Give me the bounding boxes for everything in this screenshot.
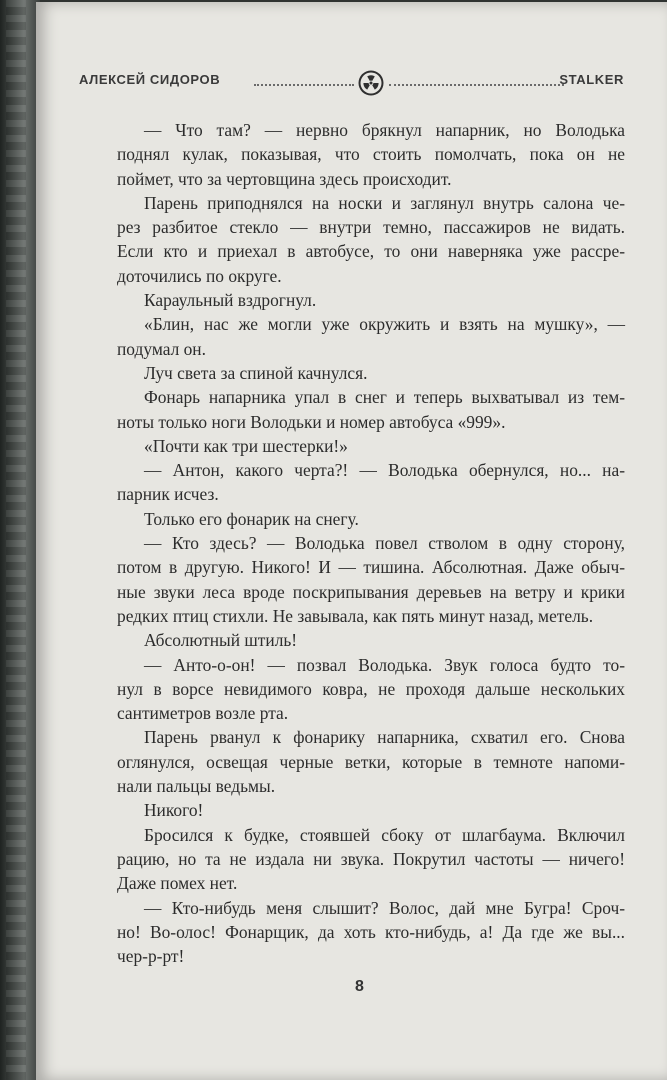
text-line: подумал он. [117,338,206,359]
text-line: редких птиц стихли. Не завывала, как пять минут назад, метель. [117,605,594,626]
text-line: — Антон, какого черта?! — Володька обернулся, но... на- [144,460,625,481]
text-line: нали пальцы ведьмы. [117,776,276,797]
spine-texture [6,0,26,1080]
text-line: парник исчез. [117,484,219,505]
text-line: поймет, что за чертовщина здесь происходит. [117,168,452,189]
text-line: сантиметров возле рта. [117,703,289,724]
text-line: Парень приподнялся на носки и заглянул внутрь салона че- [144,192,625,213]
header-series: STALKER [559,72,624,87]
text-line: рацию, но та не издала ни звука. Покрутил частоты — ничего! [117,848,625,869]
text-line: поднял кулак, показывая, что стоить помолчать, пока он не [117,144,625,165]
book-spine [0,0,40,1080]
text-line: Абсолютный штиль! [144,630,298,651]
text-line: Только его фонарик на снегу. [144,508,359,529]
header-dotted-rule-right [389,84,564,86]
text-line: Караульный вздрогнул. [144,290,317,311]
text-line: — Анто-о-он! — позвал Володька. Звук голоса будто то- [144,654,625,675]
text-line: — Кто-нибудь меня слышит? Волос, дай мне Бугра! Сроч- [144,897,625,918]
text-line: чер-р-рт! [117,946,185,967]
text-line: ноты только ноги Володьки и номер автобуса «999». [117,411,506,432]
text-line: ные звуки леса вроде поскрипывания деревьев на ветру и крики [117,581,625,602]
text-line: рез разбитое стекло — внутри темно, пассажиров не видать. [117,217,625,238]
radiation-icon [357,69,385,97]
text-line: «Блин, нас же могли уже окружить и взять на мушку», — [144,314,625,335]
text-line: нул в ворсе невидимого ковра, не проходя дальше нескольких [117,678,625,699]
text-line: Фонарь напарника упал в снег и теперь выхватывал из тем- [144,387,625,408]
text-line: Бросился к будке, стоявшей сбоку от шлагбаума. Включил [144,824,625,845]
text-line: оглянулся, освещая черные ветки, которые в темноте напоми- [117,751,625,772]
page-number: 8 [355,978,364,995]
header-dotted-rule-left [254,84,354,86]
text-line: Парень рванул к фонарику напарника, схватил его. Снова [144,727,625,748]
text-line: — Что там? — нервно брякнул напарник, но Володька [144,120,625,140]
text-line: — Кто здесь? — Володька повел стволом в одну сторону, [144,533,625,554]
text-line: «Почти как три шестерки!» [144,435,348,456]
text-line: потом в другую. Никого! И — тишина. Абсолютная. Даже обыч- [117,557,625,578]
text-line: Луч света за спиной качнулся. [144,362,368,383]
running-header [79,72,624,102]
text-line: Если кто и приехал в автобусе, то они наверняка уже рассре- [117,241,625,262]
text-line: но! Во-олос! Фонарщик, да хоть кто-нибудь, а! Да где же вы... [117,921,625,942]
body-text [117,118,625,968]
text-line: Никого! [144,800,204,821]
text-line: доточились по округе. [117,265,282,286]
text-line: Даже помех нет. [117,873,238,894]
header-author: АЛЕКСЕЙ СИДОРОВ [79,72,221,87]
